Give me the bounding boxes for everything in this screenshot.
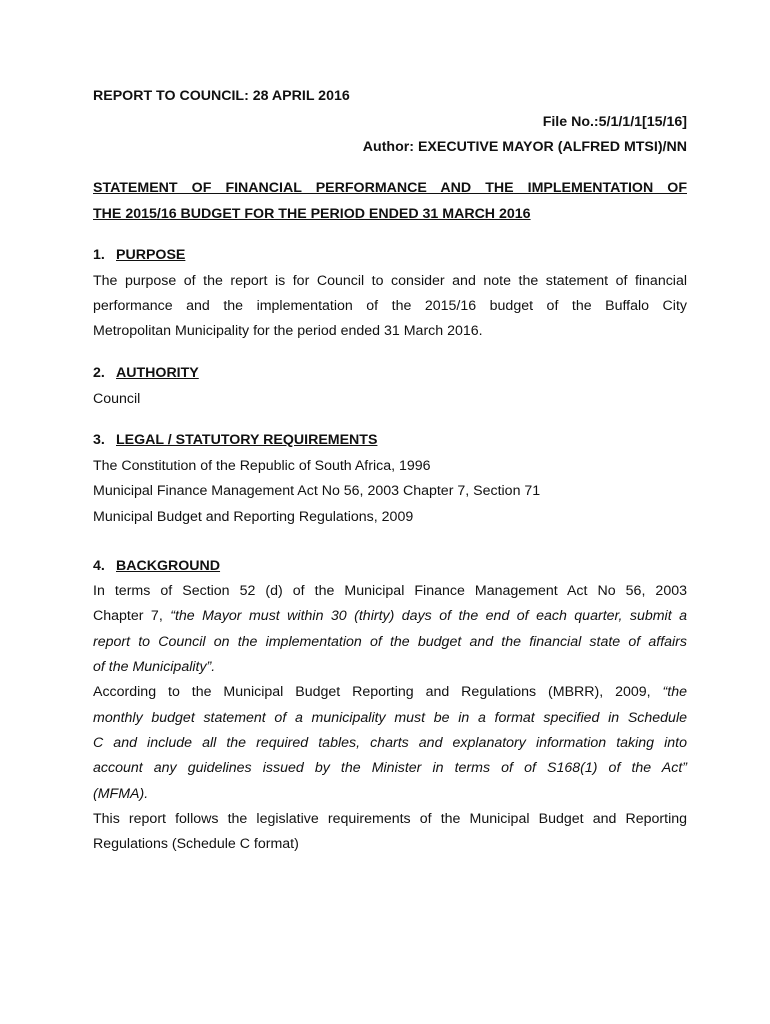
document-title-line-1: STATEMENT OF FINANCIAL PERFORMANCE AND THE IMPLEMENTATION OF bbox=[93, 180, 687, 196]
file-number: File No.:5/1/1/1[15/16] bbox=[542, 114, 687, 130]
section-number: 3. bbox=[93, 432, 105, 448]
background-text-normal: Chapter 7, bbox=[93, 608, 171, 624]
section-heading-legal bbox=[93, 432, 687, 448]
section-number: 2. bbox=[93, 365, 105, 381]
section-heading-background bbox=[93, 558, 687, 574]
document-title-line-2: THE 2015/16 BUDGET FOR THE PERIOD ENDED 31 MARCH 2016 bbox=[93, 206, 531, 222]
background-quote-line: of the Municipality”. bbox=[93, 659, 216, 675]
section-number: 4. bbox=[93, 558, 105, 574]
background-quote-line: account any guidelines issued by the Minister in terms of of S168(1) of the Act” bbox=[93, 760, 687, 776]
purpose-text-line: The purpose of the report is for Council to consider and note the statement of financial bbox=[93, 273, 687, 289]
legal-item: Municipal Finance Management Act No 56, 2003 Chapter 7, Section 71 bbox=[93, 483, 541, 499]
background-quote-line: report to Council on the implementation of the budget and the financial state of affairs bbox=[93, 634, 687, 650]
background-quote-line: C and include all the required tables, charts and explanatory information taking into bbox=[93, 735, 687, 751]
purpose-text-line: performance and the implementation of the 2015/16 budget of the Buffalo City bbox=[93, 298, 687, 314]
authority-text: Council bbox=[93, 391, 141, 407]
background-quote: “the bbox=[662, 684, 687, 700]
section-title: LEGAL / STATUTORY REQUIREMENTS bbox=[116, 432, 378, 448]
purpose-text-line: Metropolitan Municipality for the period ended 31 March 2016. bbox=[93, 323, 483, 339]
section-heading-purpose bbox=[93, 247, 687, 263]
section-title: AUTHORITY bbox=[116, 365, 199, 381]
background-text-line bbox=[93, 608, 687, 624]
background-quote-line: (MFMA). bbox=[93, 786, 149, 802]
section-title: PURPOSE bbox=[116, 247, 186, 263]
background-text-line: This report follows the legislative requirements of the Municipal Budget and Reporting bbox=[93, 811, 687, 827]
background-text-line: Regulations (Schedule C format) bbox=[93, 836, 299, 852]
legal-item: Municipal Budget and Reporting Regulations, 2009 bbox=[93, 509, 414, 525]
author-line: Author: EXECUTIVE MAYOR (ALFRED MTSI)/NN bbox=[362, 139, 687, 155]
background-quote: “the Mayor must within 30 (thirty) days of the end of each quarter, submit a bbox=[170, 608, 687, 624]
section-title: BACKGROUND bbox=[116, 558, 221, 574]
background-quote-line: monthly budget statement of a municipality must be in a format specified in Schedule bbox=[93, 710, 687, 726]
legal-item: The Constitution of the Republic of South Africa, 1996 bbox=[93, 458, 431, 474]
background-text-line bbox=[93, 684, 687, 700]
background-text-normal: According to the Municipal Budget Reporting and Regulations (MBRR), 2009, bbox=[93, 684, 663, 700]
section-heading-authority bbox=[93, 365, 687, 381]
report-title-line: REPORT TO COUNCIL: 28 APRIL 2016 bbox=[93, 88, 350, 104]
background-text-line: In terms of Section 52 (d) of the Municipal Finance Management Act No 56, 2003 bbox=[93, 583, 687, 599]
section-number: 1. bbox=[93, 247, 105, 263]
